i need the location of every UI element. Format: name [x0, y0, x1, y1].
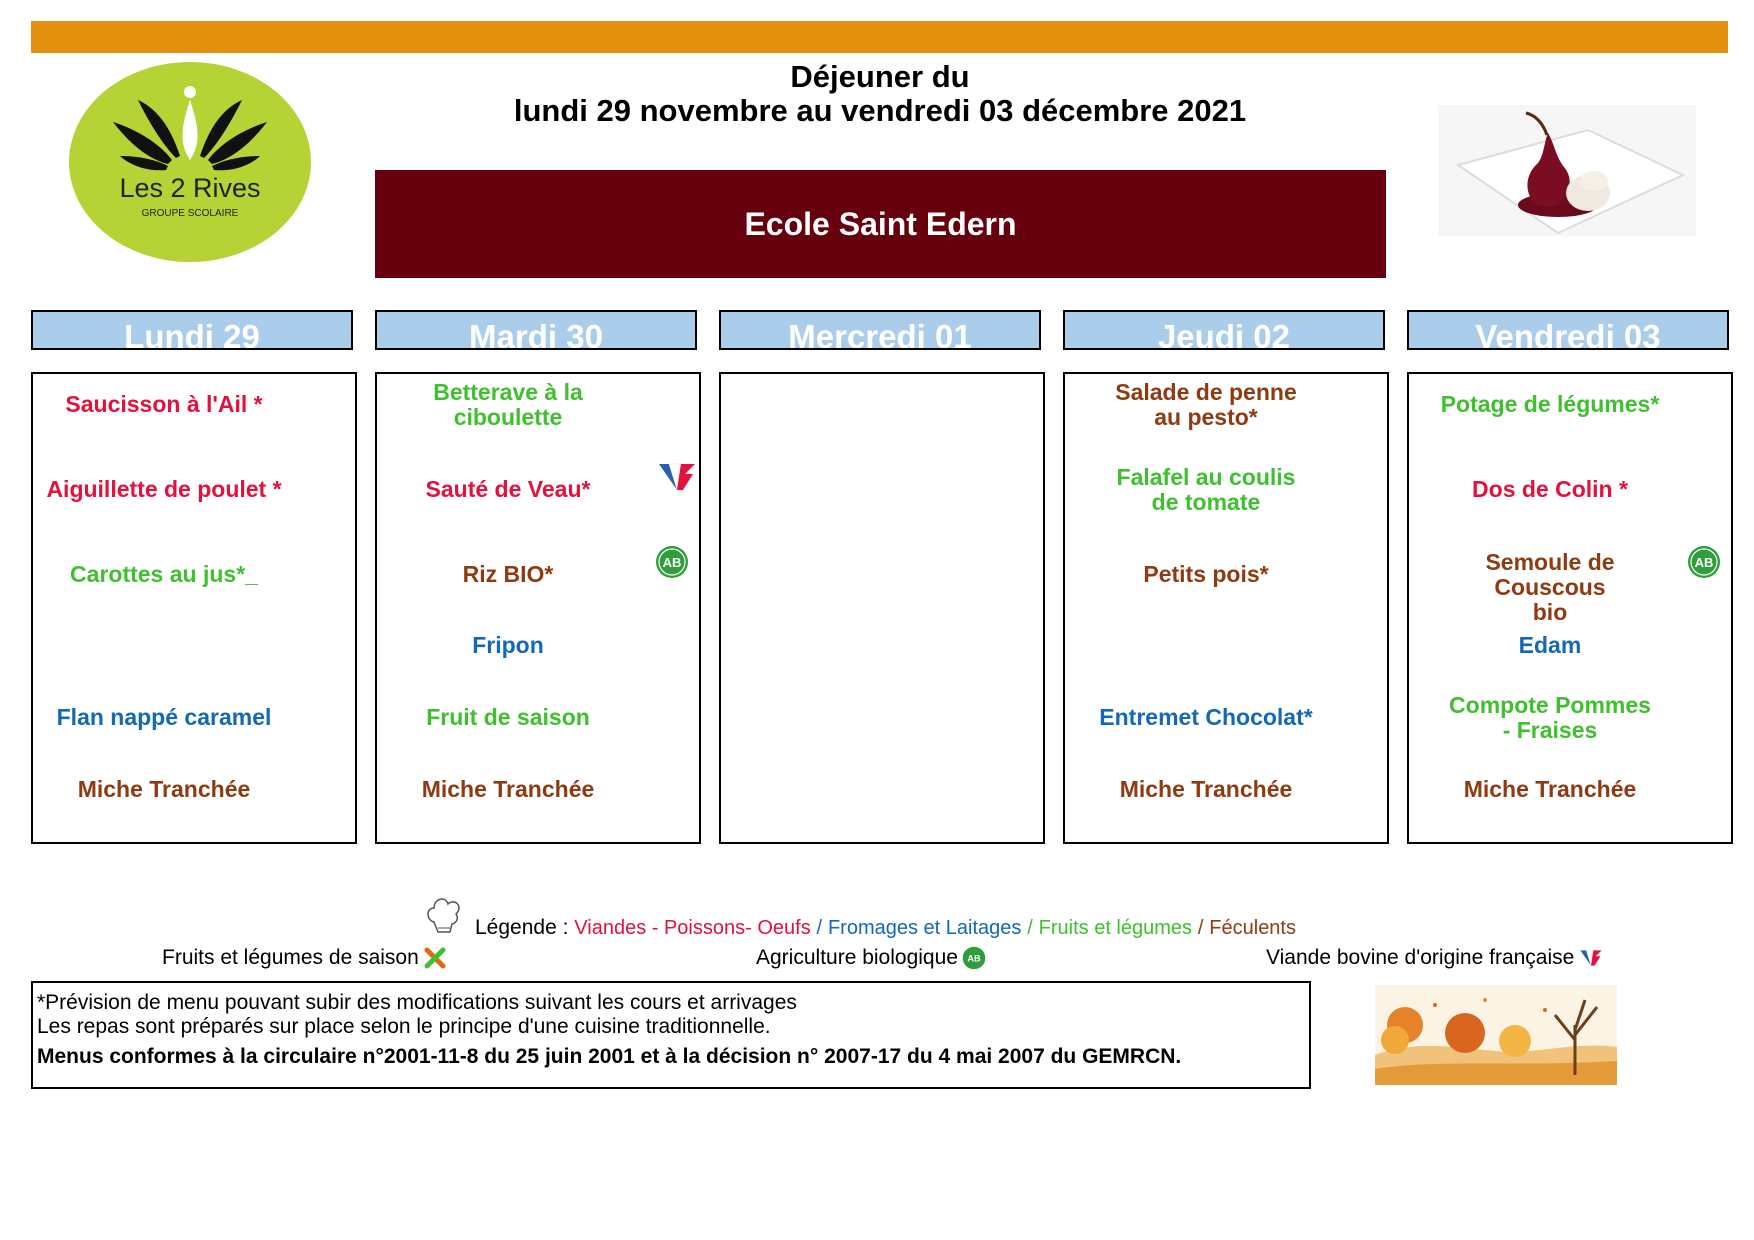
dish: Fripon [472, 632, 544, 658]
dish: Miche Tranchée [1463, 776, 1637, 802]
note-line-3: Menus conformes à la circulaire n°2001-11-8 du 25 juin 2001 et à la décision n° 2007-17 du 4 mai 2007 du GEMRCN. [37, 1045, 1182, 1068]
legend-text [475, 916, 1296, 940]
dish: Aiguillette de poulet * [46, 476, 282, 502]
day-column-mercredi [719, 372, 1045, 844]
dish: Edam [1518, 632, 1582, 658]
autumn-landscape-illustration [1375, 985, 1617, 1085]
day-header-jeudi: Jeudi 02 [1063, 310, 1385, 350]
dish: Miche Tranchée [77, 776, 251, 802]
dish: Carottes au jus*_ [70, 561, 258, 587]
dish: Entremet Chocolat* [1099, 704, 1313, 730]
agriculture-biologique-icon [1687, 545, 1721, 579]
legend-fruits-legumes: Fruits et légumes [1038, 917, 1193, 939]
school-name: Ecole Saint Edern [744, 205, 1017, 242]
les-2-rives-logo [68, 60, 314, 264]
viande-bovine-francaise-icon [1578, 947, 1604, 969]
day-header-mardi: Mardi 30 [375, 310, 697, 350]
dish: Sauté de Veau* [425, 476, 591, 502]
dish: Betterave à la ciboulette [433, 379, 583, 430]
logo-brand-text: Les 2 Rives [119, 173, 261, 203]
svg-text:AB: AB [662, 555, 682, 570]
legend-bovine [1266, 946, 1604, 970]
legend-bio [756, 946, 986, 970]
dish: Miche Tranchée [421, 776, 595, 802]
page-title [380, 60, 1380, 128]
dish: Saucisson à l'Ail * [65, 391, 263, 417]
day-column-vendredi [1407, 372, 1733, 844]
day-column-jeudi [1063, 372, 1389, 844]
svg-text:AB: AB [967, 953, 981, 964]
title-line-2: lundi 29 novembre au vendredi 03 décembre 2021 [513, 93, 1247, 128]
notes-box [31, 981, 1311, 1089]
day-header-vendredi: Vendredi 03 [1407, 310, 1729, 350]
legend-sep: / [816, 917, 823, 939]
title-line-1: Déjeuner du [790, 59, 970, 94]
dish: Semoule de Couscous bio [1485, 549, 1615, 625]
day-column-mardi [375, 372, 701, 844]
dish: Salade de penne au pesto* [1115, 379, 1297, 430]
dish: Flan nappé caramel [56, 704, 272, 730]
svg-text:AB: AB [1694, 555, 1714, 570]
legend-bio-label: Agriculture biologique [756, 946, 958, 969]
poached-pear-photo [1438, 105, 1696, 236]
agriculture-biologique-icon [962, 946, 986, 970]
legend-viandes: Viandes - Poissons- Oeufs [574, 917, 811, 939]
legend-sep: / [1197, 917, 1204, 939]
legend-fromages: Fromages et Laitages [827, 917, 1022, 939]
note-line-2: Les repas sont préparés sur place selon le principe d'une cuisine traditionnelle. [37, 1015, 771, 1038]
dish: Fruit de saison [426, 704, 590, 730]
dish: Compote Pommes - Fraises [1449, 692, 1651, 743]
top-color-bar [31, 21, 1728, 53]
day-header-lundi: Lundi 29 [31, 310, 353, 350]
legend-feculents: Féculents [1209, 917, 1296, 939]
school-name-banner [375, 170, 1386, 278]
dish: Potage de légumes* [1440, 391, 1660, 417]
agriculture-biologique-icon [655, 545, 689, 579]
legend-bovine-label: Viande bovine d'origine française [1266, 946, 1575, 969]
fruits-legumes-saison-icon [423, 946, 447, 970]
legend-sep: / [1027, 917, 1033, 939]
dish: Dos de Colin * [1472, 476, 1628, 502]
viande-bovine-francaise-icon [655, 460, 699, 494]
legend-label: Légende : [475, 916, 569, 939]
logo-tagline-text: GROUPE SCOLAIRE [141, 208, 239, 219]
legend [420, 886, 1380, 946]
dish: Falafel au coulis de tomate [1116, 464, 1296, 515]
dish: Petits pois* [1143, 561, 1269, 587]
chef-hat-icon [424, 892, 464, 938]
note-line-1: *Prévision de menu pouvant subir des modifications suivant les cours et arrivages [37, 991, 797, 1014]
dish: Riz BIO* [462, 561, 554, 587]
legend-saison-label: Fruits et légumes de saison [162, 946, 419, 969]
day-column-lundi [31, 372, 357, 844]
day-header-mercredi: Mercredi 01 [719, 310, 1041, 350]
dish: Miche Tranchée [1119, 776, 1293, 802]
legend-saison [162, 946, 447, 970]
